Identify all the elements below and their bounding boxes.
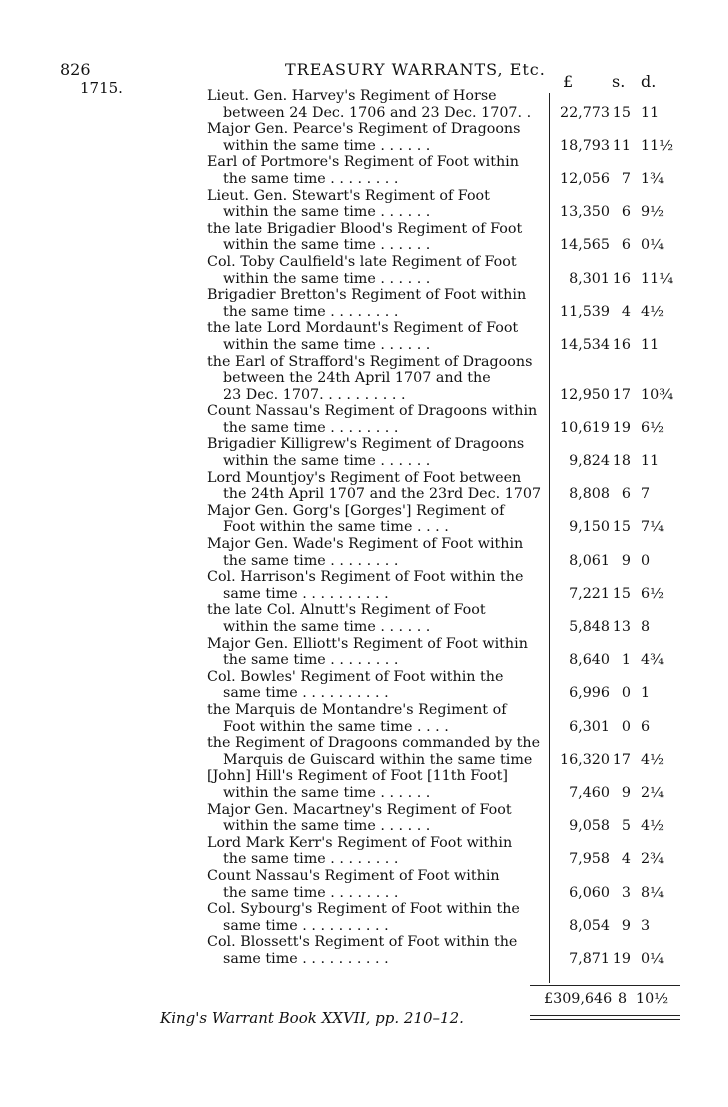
entry-line: Col. Bowles' Regiment of Foot within the [207, 668, 504, 685]
entry-shillings: 16 [612, 270, 631, 287]
entry-line: the Earl of Strafford's Regiment of Dragoons [207, 353, 533, 370]
entry-shillings: 5 [621, 818, 631, 835]
entry-line: [John] Hill's Regiment of Foot [11th Foot] [207, 768, 508, 785]
entry-line: the same time . . . . . . . . [223, 419, 399, 436]
total-shillings: 8 [618, 991, 628, 1007]
total-pence: 10½ [636, 991, 669, 1007]
entry-pounds: 6,060 [569, 884, 610, 901]
total-rule [530, 985, 680, 986]
entry-shillings: 9 [621, 784, 631, 801]
entry-line: within the same time . . . . . . [223, 137, 431, 154]
entry-shillings: 6 [621, 204, 631, 221]
entry-pence: 0¼ [641, 237, 664, 254]
entry-description [207, 901, 532, 934]
entry-line: Lord Mountjoy's Regiment of Foot between [207, 469, 522, 486]
warrant-entry [0, 254, 728, 287]
entry-pounds: 14,565 [559, 237, 610, 254]
entry-pounds: 14,534 [559, 336, 610, 353]
year-margin: 1715. [80, 79, 123, 97]
entry-shillings: 15 [612, 585, 631, 602]
entry-line: within the same time . . . . . . [223, 818, 431, 835]
entry-line: Count Nassau's Regiment of Foot within [207, 867, 500, 884]
warrant-entry [0, 88, 728, 121]
entry-line: same time . . . . . . . . . . [223, 585, 389, 602]
entry-shillings: 1 [621, 652, 631, 669]
entry-line: Brigadier Bretton's Regiment of Foot within [207, 287, 527, 304]
entry-line: the same time . . . . . . . . [223, 170, 399, 187]
entry-pounds: 8,061 [569, 552, 610, 569]
entry-line: Foot within the same time . . . . [223, 519, 449, 536]
entry-pounds: 5,848 [569, 619, 610, 635]
entry-line: the same time . . . . . . . . [223, 884, 399, 901]
entry-pounds: 8,054 [569, 917, 610, 934]
entry-line: Major Gen. Pearce's Regiment of Dragoons [207, 121, 521, 138]
entry-pence: 7¼ [641, 519, 664, 536]
warrant-entry [0, 188, 728, 221]
entry-pounds: 6,996 [569, 685, 610, 702]
entry-shillings: 7 [621, 170, 631, 187]
warrant-entry [0, 320, 728, 353]
entry-pounds: 22,773 [559, 104, 610, 121]
entry-pence: 4½ [641, 818, 664, 835]
entry-shillings: 15 [612, 104, 631, 121]
entry-pence: 1 [641, 685, 651, 702]
entry-shillings: 18 [612, 453, 631, 470]
warrant-entry [0, 702, 728, 735]
entry-line: Marquis de Guiscard within the same time [223, 751, 533, 768]
entry-line: Lieut. Gen. Harvey's Regiment of Horse [207, 88, 497, 104]
entry-description [207, 88, 532, 121]
entry-pence: 4½ [641, 751, 664, 768]
warrant-entry [0, 835, 728, 868]
total-double-rule [530, 1015, 680, 1016]
entry-line: Col. Sybourg's Regiment of Foot within the [207, 901, 520, 918]
entry-description [207, 503, 532, 536]
entry-shillings: 3 [621, 884, 631, 901]
entry-description [207, 320, 532, 353]
warrant-entry [0, 154, 728, 187]
entry-shillings: 9 [621, 917, 631, 934]
column-head-pounds: £ [563, 72, 574, 91]
entry-line: the late Lord Mordaunt's Regiment of Foot [207, 320, 519, 337]
entry-pence: 0¼ [641, 950, 664, 967]
entry-line: the Regiment of Dragoons commanded by the [207, 735, 541, 752]
warrant-entry [0, 503, 728, 536]
entry-description [207, 669, 532, 702]
entry-line: the same time . . . . . . . . [223, 303, 399, 320]
entries-list [0, 88, 728, 967]
warrant-entry [0, 602, 728, 635]
entry-description [207, 636, 532, 669]
entry-line: within the same time . . . . . . [223, 237, 431, 254]
entry-shillings: 11 [612, 137, 631, 154]
entry-shillings: 17 [612, 386, 631, 403]
entry-line: the late Brigadier Blood's Regiment of Foot [207, 220, 523, 237]
entry-shillings: 13 [612, 619, 631, 635]
total-double-rule-lower [530, 1019, 680, 1020]
entry-pounds: 7,871 [569, 950, 610, 967]
total-pounds: £309,646 [544, 991, 613, 1007]
entry-pence: 6½ [641, 419, 664, 436]
entry-description [207, 121, 532, 154]
entry-pounds: 10,619 [559, 419, 610, 436]
entry-description [207, 436, 532, 469]
entry-pounds: 12,056 [559, 170, 610, 187]
entry-line: within the same time . . . . . . [223, 784, 431, 801]
entry-line: within the same time . . . . . . [223, 336, 431, 353]
entry-pence: 11¼ [641, 270, 674, 287]
entry-pounds: 13,350 [559, 204, 610, 221]
warrant-entry [0, 669, 728, 702]
warrant-entry [0, 121, 728, 154]
entry-description [207, 768, 532, 801]
entry-pence: 3 [641, 917, 651, 934]
column-head-shillings: s. [612, 72, 626, 91]
entry-pounds: 9,058 [569, 818, 610, 835]
entry-pence: 9½ [641, 204, 664, 221]
entry-shillings: 15 [612, 519, 631, 536]
entry-line: 23 Dec. 1707. . . . . . . . . . [223, 386, 406, 403]
entry-line: the late Col. Alnutt's Regiment of Foot [207, 602, 486, 619]
entry-pence: 11 [641, 336, 660, 353]
entry-description [207, 868, 532, 901]
entry-pence: 6 [641, 718, 651, 735]
entry-pounds: 18,793 [559, 137, 610, 154]
entry-shillings: 19 [612, 950, 631, 967]
entry-line: Col. Blossett's Regiment of Foot within the [207, 934, 518, 951]
entry-shillings: 19 [612, 419, 631, 436]
entry-description [207, 469, 542, 503]
entry-line: within the same time . . . . . . [223, 270, 431, 287]
entry-description [207, 188, 532, 221]
entry-description [207, 835, 532, 868]
entry-pence: 10¾ [641, 386, 674, 403]
entry-line: the 24th April 1707 and the 23rd Dec. 1707 [223, 486, 542, 503]
entry-pence: 2¾ [641, 851, 664, 868]
entry-pence: 2¼ [641, 784, 664, 801]
entry-description [207, 154, 532, 187]
entry-shillings: 9 [621, 552, 631, 569]
warrant-entry [0, 569, 728, 602]
entry-pence: 1¾ [641, 170, 664, 187]
entry-shillings: 4 [621, 303, 631, 320]
entry-pence: 11 [641, 453, 660, 470]
warrant-entry [0, 768, 728, 801]
entry-pounds: 8,808 [569, 486, 610, 503]
warrant-entry [0, 901, 728, 934]
entry-description [207, 602, 532, 635]
entry-line: Lord Mark Kerr's Regiment of Foot within [207, 834, 513, 851]
entry-line: Major Gen. Elliott's Regiment of Foot within [207, 635, 528, 652]
entry-shillings: 17 [612, 751, 631, 768]
entry-line: the same time . . . . . . . . [223, 652, 399, 669]
entry-description [207, 254, 532, 287]
entry-line: Lieut. Gen. Stewart's Regiment of Foot [207, 187, 490, 204]
warrant-entry [0, 436, 728, 469]
entry-description [207, 934, 532, 967]
entry-shillings: 4 [621, 851, 631, 868]
warrant-entry [0, 934, 728, 967]
entry-line: within the same time . . . . . . [223, 204, 431, 221]
entry-description [207, 403, 538, 436]
entry-description [207, 735, 541, 768]
entry-description [207, 802, 532, 835]
entry-pence: 7 [641, 486, 651, 503]
entry-pence: 8 [641, 619, 651, 635]
entry-line: same time . . . . . . . . . . [223, 950, 389, 967]
entry-line: Col. Toby Caulfield's late Regiment of Foot [207, 253, 517, 270]
column-head-pence: d. [641, 72, 657, 91]
entry-line: Earl of Portmore's Regiment of Foot within [207, 154, 519, 171]
entry-line: same time . . . . . . . . . . [223, 917, 389, 934]
entry-line: Foot within the same time . . . . [223, 718, 449, 735]
entry-shillings: 6 [621, 486, 631, 503]
entry-description [207, 702, 532, 735]
entry-line: Major Gen. Macartney's Regiment of Foot [207, 801, 512, 818]
entry-pence: 4¾ [641, 652, 664, 669]
entry-line: Major Gen. Wade's Regiment of Foot within [207, 536, 524, 553]
entry-line: Major Gen. Gorg's [Gorges'] Regiment of [207, 502, 505, 519]
entry-pounds: 12,950 [559, 386, 610, 403]
entry-line: between the 24th April 1707 and the [223, 370, 491, 387]
entry-pounds: 7,958 [569, 851, 610, 868]
entry-line: within the same time . . . . . . [223, 453, 431, 470]
entry-pounds: 7,221 [569, 585, 610, 602]
warrant-entry [0, 221, 728, 254]
entry-pence: 0 [641, 552, 651, 569]
warrant-entry [0, 470, 728, 503]
warrant-entry [0, 802, 728, 835]
entry-pounds: 7,460 [569, 784, 610, 801]
source-citation: King's Warrant Book XXVII, pp. 210–12. [160, 1009, 464, 1027]
entry-pounds: 8,640 [569, 652, 610, 669]
entry-pence: 11½ [641, 137, 674, 154]
entry-line: same time . . . . . . . . . . [223, 685, 389, 702]
entry-pounds: 8,301 [569, 270, 610, 287]
entry-line: the same time . . . . . . . . [223, 851, 399, 868]
entry-description [207, 221, 532, 254]
entry-shillings: 0 [621, 718, 631, 735]
entry-line: the same time . . . . . . . . [223, 552, 399, 569]
entry-pounds: 9,824 [569, 453, 610, 470]
entry-shillings: 0 [621, 685, 631, 702]
entry-line: Brigadier Killigrew's Regiment of Dragoons [207, 436, 525, 453]
entry-description [207, 354, 532, 404]
entry-description [207, 569, 532, 602]
entry-pence: 4½ [641, 303, 664, 320]
entry-shillings: 6 [621, 237, 631, 254]
entry-pounds: 6,301 [569, 718, 610, 735]
warrant-entry [0, 636, 728, 669]
running-head: TREASURY WARRANTS, Etc. [285, 60, 546, 79]
entry-pounds: 16,320 [559, 751, 610, 768]
page-number: 826 [60, 60, 91, 79]
entry-line: Col. Harrison's Regiment of Foot within the [207, 569, 524, 586]
entry-pence: 8¼ [641, 884, 664, 901]
entry-line: between 24 Dec. 1706 and 23 Dec. 1707. . [223, 104, 532, 121]
entry-line: the Marquis de Montandre's Regiment of [207, 701, 507, 718]
entry-pounds: 11,539 [559, 303, 610, 320]
entry-shillings: 16 [612, 336, 631, 353]
entry-line: within the same time . . . . . . [223, 619, 431, 635]
warrant-entry [0, 403, 728, 436]
entry-pence: 6½ [641, 585, 664, 602]
entry-pounds: 9,150 [569, 519, 610, 536]
warrant-entry [0, 287, 728, 320]
entry-description [207, 536, 532, 569]
warrant-entry [0, 536, 728, 569]
warrant-entry [0, 868, 728, 901]
entry-description [207, 287, 532, 320]
warrant-entry [0, 354, 728, 404]
warrant-entry [0, 735, 728, 768]
entry-line: Count Nassau's Regiment of Dragoons within [207, 403, 538, 420]
entry-pence: 11 [641, 104, 660, 121]
